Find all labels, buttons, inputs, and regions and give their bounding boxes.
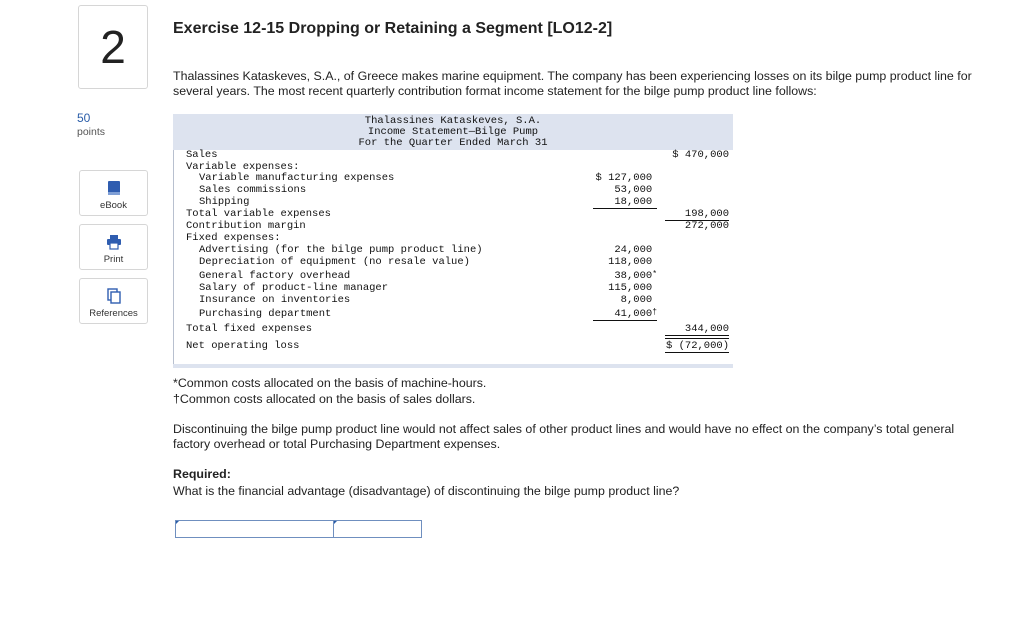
row-label: Sales commissions [199,184,307,196]
answer-label-dropdown[interactable] [175,520,334,538]
row-label: Total variable expenses [186,208,331,220]
required-question: What is the financial advantage (disadvantage) of discontinuing the bilge pump product line? [173,484,680,498]
row-label: Depreciation of equipment (no resale value) [199,256,470,268]
print-button[interactable] [79,224,148,270]
row-amount-value: 18,000 [614,196,653,208]
statement-row [173,294,733,307]
row-label: Salary of product-line manager [199,282,389,294]
row-label: Net operating loss [186,340,300,352]
statement-row [173,323,733,336]
row-label: Shipping [199,196,250,208]
income-statement [173,114,733,368]
row-amount-value: 8,000 [620,294,653,306]
intro-text: Thalassines Kataskeves, S.A., of Greece makes marine equipment. The company has been experiencing losses on its bilge pump product line for several years. The most recent quarterly contribution format income statement for the bilge pump product line follows: [173,69,972,98]
row-total: 344,000 [684,323,729,335]
net-loss-rule [665,338,729,339]
row-amount-value: 41,000 [614,308,653,320]
footnote-sales-dollars: †Common costs allocated on the basis of sales dollars. [173,392,476,406]
answer-amount-input[interactable] [333,520,422,538]
row-amount-value: 38,000 [614,270,653,282]
question-number: 2 [100,21,126,73]
statement-company: Thalassines Kataskeves, S.A. [364,115,542,127]
references-icon [106,288,122,304]
points-value: 50 [77,111,91,125]
dropdown-marker-icon [176,521,179,524]
printer-icon [106,234,122,250]
subtotal-rule [593,320,657,321]
points-label: points [77,126,106,138]
footnote-machine-hours: *Common costs allocated on the basis of machine-hours. [173,376,487,390]
net-loss-rule [665,352,729,353]
question-number-box [78,5,148,89]
row-amount-value: 53,000 [614,184,653,196]
book-icon [106,180,122,196]
ebook-label: eBook [100,200,127,211]
row-label: Purchasing department [199,308,332,320]
footnote-mark: * [652,270,657,279]
statement-row [173,340,733,353]
row-label: Insurance on inventories [199,294,351,306]
statement-row [173,256,733,269]
row-label: Fixed expenses: [186,232,281,244]
row-total: $ 470,000 [672,149,729,161]
row-label: Total fixed expenses [186,323,313,335]
row-label: Contribution margin [186,220,306,232]
statement-title: Income Statement—Bilge Pump [367,126,539,138]
exercise-title: Exercise 12-15 Dropping or Retaining a Segment [LO12-2] [173,20,613,37]
row-label: Sales [186,149,218,161]
discontinue-note: Discontinuing the bilge pump product line would not affect sales of other product lines and would have no effect on the company’s total general factory overhead or total Purchasing Department expenses. [173,422,955,451]
input-marker-icon [334,521,337,524]
statement-period: For the Quarter Ended March 31 [358,137,548,149]
row-amount-value: 118,000 [608,256,653,268]
row-label: Variable manufacturing expenses [199,172,395,184]
total-rule [665,335,729,336]
references-label: References [89,308,138,319]
row-amount-value: 115,000 [608,282,653,294]
row-amount [593,294,657,307]
row-total: 198,000 [684,208,729,220]
row-amount [593,256,657,269]
row-amount-value: $ 127,000 [595,172,653,184]
print-label: Print [103,254,124,265]
row-amount-value: 24,000 [614,244,653,256]
row-label: General factory overhead [199,270,351,282]
row-total: $ (72,000) [665,340,729,352]
ebook-button[interactable] [79,170,148,216]
required-label: Required: [173,467,231,481]
footnote-mark: † [652,308,657,317]
references-button[interactable] [79,278,148,324]
row-total: 272,000 [684,220,729,232]
row-label: Variable expenses: [186,161,300,173]
row-label: Advertising (for the bilge pump product line) [199,244,483,256]
